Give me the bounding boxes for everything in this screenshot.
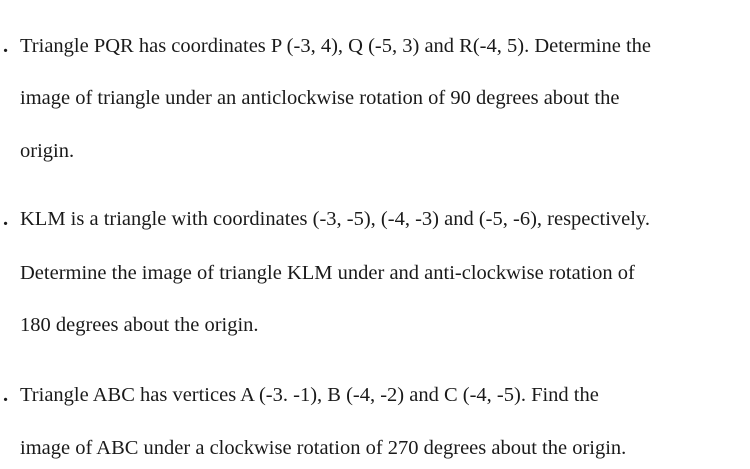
list-marker: . <box>3 208 9 230</box>
question-2-line-3: 180 degrees about the origin. <box>20 314 259 336</box>
list-marker: . <box>3 384 9 406</box>
question-3-line-2: image of ABC under a clockwise rotation of 270 degrees about the origin. <box>20 437 627 459</box>
question-1-line-3: origin. <box>20 140 75 162</box>
question-2-line-1: KLM is a triangle with coordinates (-3, -5), (-4, -3) and (-5, -6), respectively. <box>20 208 650 230</box>
question-1-line-1: Triangle PQR has coordinates P (-3, 4), Q (-5, 3) and R(-4, 5). Determine the <box>20 35 652 57</box>
list-marker: . <box>3 35 9 57</box>
question-2-line-2: Determine the image of triangle KLM under and anti-clockwise rotation of <box>20 262 635 284</box>
question-3-line-1: Triangle ABC has vertices A (-3. -1), B (-4, -2) and C (-4, -5). Find the <box>20 384 599 406</box>
question-1-line-2: image of triangle under an anticlockwise rotation of 90 degrees about the <box>20 87 620 109</box>
